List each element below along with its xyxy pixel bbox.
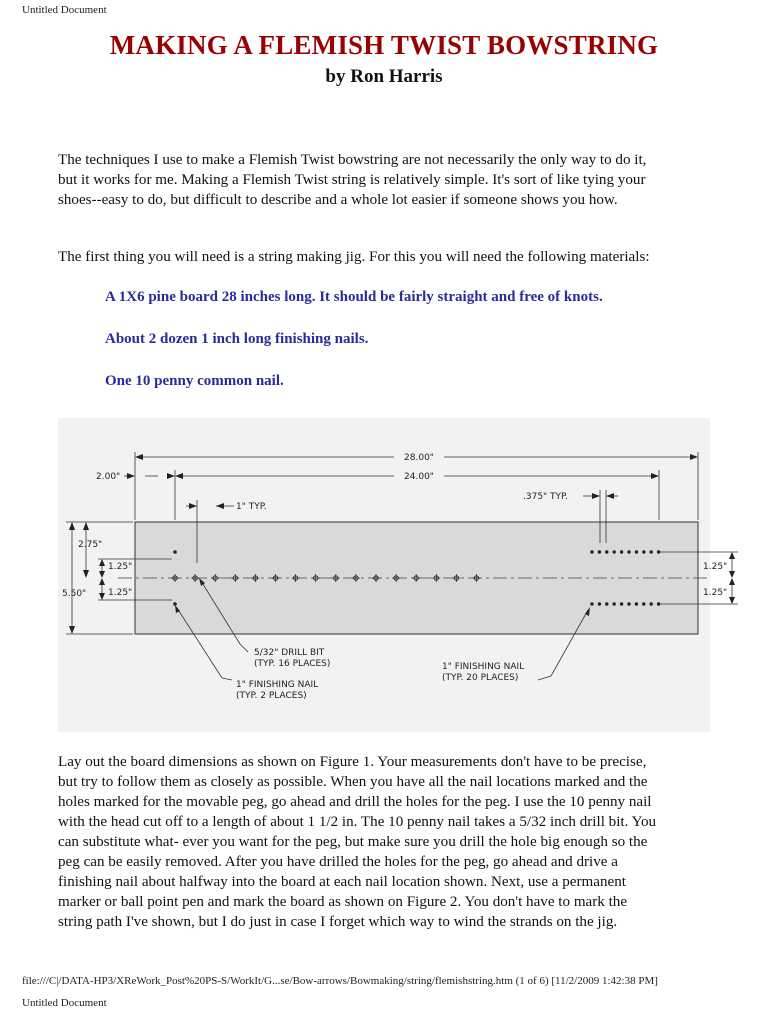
arrowhead [729, 552, 735, 559]
page-title: MAKING A FLEMISH TWIST BOWSTRING [109, 30, 659, 60]
dim-overall-length: 28.00" [404, 453, 434, 463]
right-finishing-nail [605, 550, 608, 553]
right-finishing-nail [650, 550, 653, 553]
right-finishing-nail [605, 602, 608, 605]
right-finishing-nail [590, 602, 593, 605]
intro-line: but it works for me. Making a Flemish Twist string is relatively simple. It's sort of like tying your [58, 172, 646, 188]
right-finishing-nail [642, 550, 645, 553]
right-finishing-nail [650, 602, 653, 605]
finishing-nail-right-callout-line1: 1" FINISHING NAIL [442, 662, 525, 672]
right-finishing-nail [613, 602, 616, 605]
arrowhead [729, 578, 735, 585]
page-header: Untitled Document [22, 4, 107, 16]
body-line: Lay out the board dimensions as shown on Figure 1. Your measurements don't have to be precise, [58, 754, 647, 770]
right-finishing-nail [620, 550, 623, 553]
right-finishing-nail [627, 602, 630, 605]
body-line: holes marked for the movable peg, go ahead and drill the holes for the peg. I use the 10 penny nail [58, 794, 652, 810]
body-line: with the head cut off to a length of about 1 1/2 in. The 10 penny nail takes a 5/32 inch drill bit. You [58, 814, 657, 830]
dim-spacing-typ: 1" TYP. [236, 502, 267, 512]
material-item: About 2 dozen 1 inch long finishing nails. [105, 331, 369, 347]
dim-offset-right-lower: 1.25" [703, 588, 728, 598]
left-finishing-nail [173, 550, 177, 554]
intro-paragraph [58, 150, 718, 210]
jig-figure [58, 418, 728, 732]
left-finishing-nail [173, 602, 177, 606]
material-item: A 1X6 pine board 28 inches long. It should be fairly straight and free of knots. [105, 289, 603, 305]
drill-bit-callout-line1: 5/32" DRILL BIT [254, 648, 325, 658]
intro-line: The techniques I use to make a Flemish Twist bowstring are not necessarily the only way to do it, [58, 152, 647, 168]
dim-offset: 2.00" [96, 472, 121, 482]
finishing-nail-left-callout-line1: 1" FINISHING NAIL [236, 680, 319, 690]
drill-bit-callout-line2: (TYP. 16 PLACES) [254, 659, 331, 669]
jig-intro-paragraph: The first thing you will need is a string making jig. For this you will need the following materials: [58, 249, 650, 265]
right-finishing-nail [598, 602, 601, 605]
right-finishing-nail [620, 602, 623, 605]
footer-file-path: file:///C|/DATA-HP3/XReWork_Post%20PS-S/WorkIt/G...se/Bow-arrows/Bowmaking/string/flemishstring.htm (1 of 6) [11/2/2009 1:42:38 PM] [22, 975, 658, 987]
dim-offset-right-upper: 1.25" [703, 562, 728, 572]
body-line: but try to follow them as closely as possible. When you have all the nail locations marked and the [58, 774, 648, 790]
body-line: marker or ball point pen and mark the board as shown on Figure 2. You don't have to mark the [58, 894, 628, 910]
dim-offset-left-lower: 1.25" [108, 588, 133, 598]
body-line: string path I've shown, but I do just in case I forget which way to wind the strands on the jig. [58, 914, 618, 930]
right-finishing-nail [642, 602, 645, 605]
right-finishing-nail [613, 550, 616, 553]
right-finishing-nail [598, 550, 601, 553]
material-item: One 10 penny common nail. [105, 373, 284, 389]
right-finishing-nail [657, 550, 660, 553]
dim-width: 5.50" [62, 589, 87, 599]
arrowhead [729, 571, 735, 578]
dim-hole-span: 24.00" [404, 472, 434, 482]
arrowhead [729, 597, 735, 604]
right-finishing-nail [627, 550, 630, 553]
body-line: peg can be easily removed. After you have drilled the holes for the peg, go ahead and drive a [58, 854, 618, 870]
right-finishing-nail [635, 550, 638, 553]
body-line: can substitute what- ever you want for the peg, but make sure you drill the hole big enough so the [58, 834, 648, 850]
right-finishing-nail [590, 550, 593, 553]
dim-half-width: 2.75" [78, 540, 103, 550]
footer-header: Untitled Document [22, 997, 107, 1009]
finishing-nail-left-callout-line2: (TYP. 2 PLACES) [236, 691, 307, 701]
author-byline: by Ron Harris [325, 66, 443, 87]
finishing-nail-right-callout-line2: (TYP. 20 PLACES) [442, 673, 519, 683]
body-line: finishing nail about halfway into the board at each nail location shown. Next, use a permanent [58, 874, 626, 890]
jig-drawing [58, 418, 728, 732]
dim-nail-spacing-typ: .375" TYP. [523, 492, 568, 502]
dim-offset-left-upper: 1.25" [108, 562, 133, 572]
body-paragraph [58, 752, 718, 932]
intro-line: shoes--easy to do, but difficult to describe and a whole lot easier if someone shows you how. [58, 192, 618, 208]
right-finishing-nail [657, 602, 660, 605]
right-finishing-nail [635, 602, 638, 605]
